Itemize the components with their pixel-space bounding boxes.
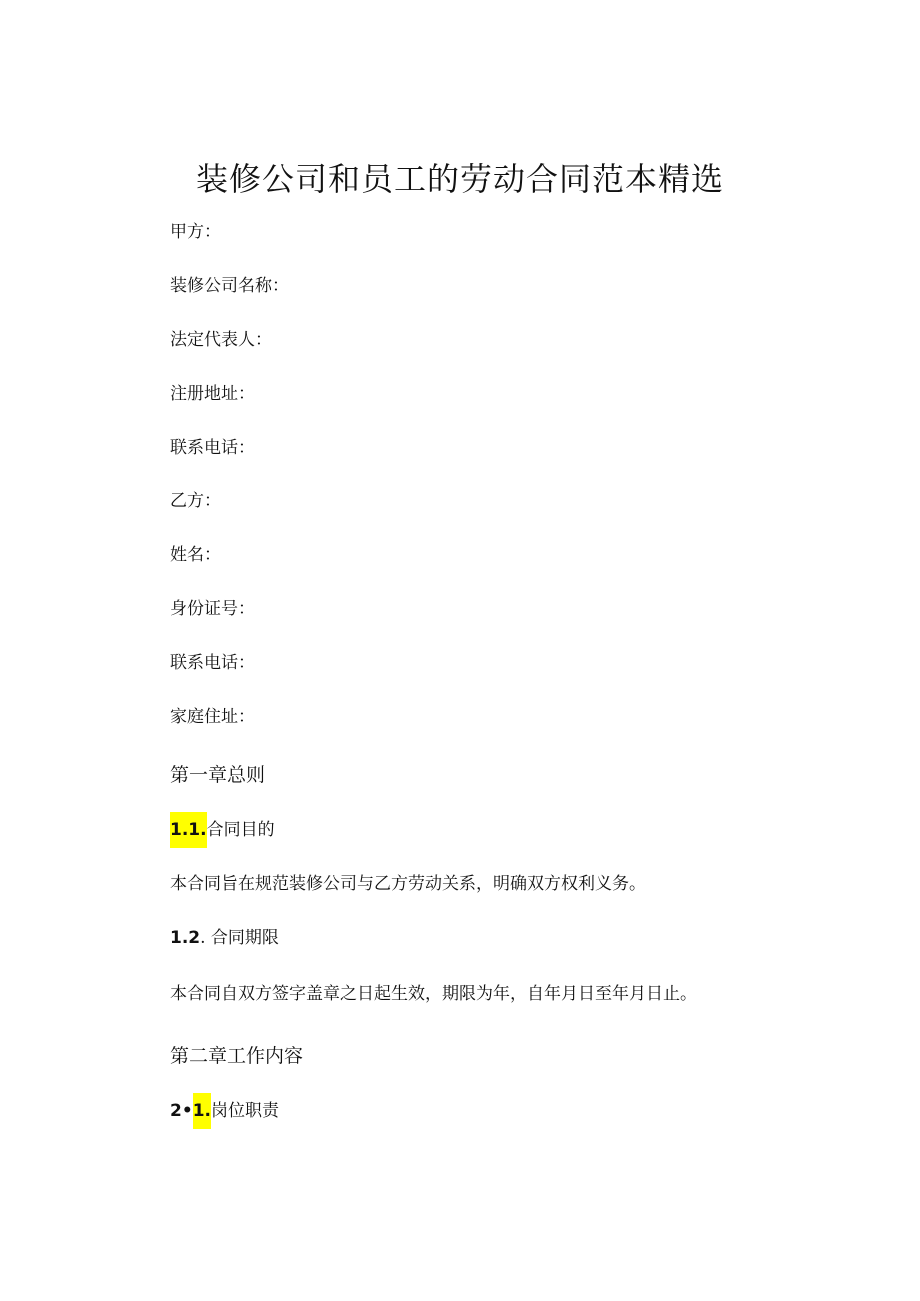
section-2-1-title: 岗位职责 [211, 1101, 279, 1121]
party-b-phone-field: 联系电话： [170, 653, 255, 673]
party-a-phone-field: 联系电话： [170, 438, 255, 458]
section-1-1-number: 1.1. [170, 812, 207, 848]
section-1-2-body: 本合同自双方签字盖章之日起生效，期限为年，自年月日至年月日止。 [170, 984, 697, 1004]
section-2-1-number-prefix: 2• [170, 1101, 193, 1121]
legal-rep-field: 法定代表人： [170, 330, 272, 350]
document-title: 装修公司和员工的劳动合同范本精选 [195, 160, 724, 198]
id-number-field: 身份证号： [170, 599, 255, 619]
party-b-label: 乙方： [170, 491, 221, 511]
company-name-field: 装修公司名称： [170, 276, 289, 296]
section-1-1-title: 合同目的 [206, 820, 275, 840]
section-1-1-body: 本合同旨在规范装修公司与乙方劳动关系，明确双方权利义务。 [170, 874, 646, 894]
section-2-1-number: 1. [193, 1093, 211, 1129]
party-a-label: 甲方： [170, 222, 221, 242]
registered-address-field: 注册地址： [170, 384, 255, 404]
chapter-1-heading: 第一章总则 [170, 764, 266, 786]
section-1-2-title: . 合同期限 [200, 928, 279, 948]
section-2-1-heading [170, 1093, 279, 1129]
chapter-2-heading: 第二章工作内容 [170, 1045, 304, 1067]
section-1-2-heading [170, 926, 279, 950]
home-address-field: 家庭住址： [170, 707, 255, 727]
section-1-2-number: 1.2 [170, 928, 201, 948]
section-1-1-heading [170, 812, 275, 848]
name-field: 姓名： [170, 545, 221, 565]
